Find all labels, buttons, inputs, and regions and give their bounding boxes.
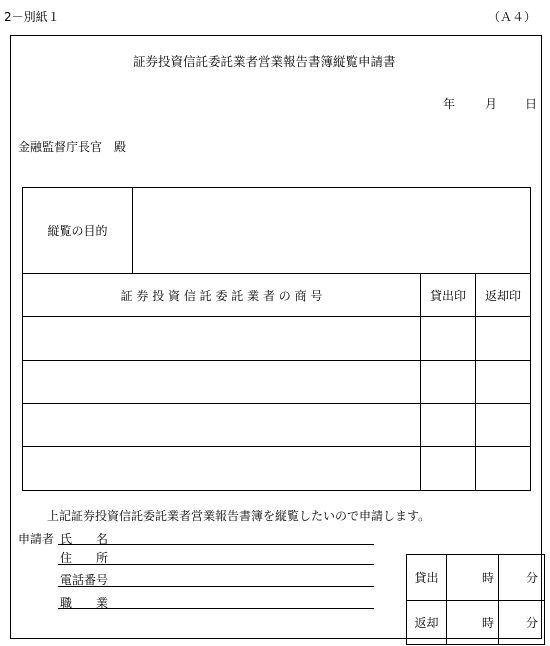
return-time-row [407,601,545,645]
return-hour[interactable]: 時 [447,601,499,645]
date-month: 月 [485,97,498,111]
document-id: 2－別紙１ [4,10,60,24]
lend-time-row [407,555,545,601]
addressee: 金融監督庁長官 殿 [18,140,127,154]
company-name-header: 証 券 投 資 信 託 委 託 業 者 の 商 号 [23,274,421,317]
lend-hour[interactable]: 時 [447,555,499,601]
table-row [23,361,531,404]
phone-underline[interactable] [58,586,374,587]
return-stamp-cell[interactable] [476,447,531,491]
phone-label: 電話番号 [60,573,109,587]
return-stamp-cell[interactable] [476,317,531,361]
table-row [23,447,531,491]
return-stamp-cell[interactable] [476,404,531,447]
lend-minute[interactable]: 分 [499,555,545,601]
occupation-underline[interactable] [58,608,374,609]
return-stamp-header: 返却印 [476,274,531,317]
lend-stamp-cell[interactable] [421,404,476,447]
lend-stamp-cell[interactable] [421,317,476,361]
company-name-cell[interactable] [23,317,421,361]
paper-size-label: （Ａ４） [488,10,537,24]
purpose-label: 縦覧の目的 [23,188,133,274]
address-label: 住 所 [60,551,109,565]
form-title: 証券投資信託委託業者営業報告書簿縦覧申請書 [133,54,396,69]
date-year: 年 [443,97,456,111]
purpose-row [23,188,531,274]
lend-stamp-cell[interactable] [421,447,476,491]
table-row [23,404,531,447]
company-name-cell[interactable] [23,447,421,491]
lend-stamp-cell[interactable] [421,361,476,404]
lend-label: 貸出 [407,555,447,601]
lend-stamp-header: 貸出印 [421,274,476,317]
name-underline[interactable] [58,544,374,545]
date-day: 日 [525,97,538,111]
table-header-row [23,274,531,317]
address-underline[interactable] [58,564,374,565]
return-minute[interactable]: 分 [499,601,545,645]
applicant-heading: 申請者 [18,532,55,546]
table-row [23,317,531,361]
return-stamp-cell[interactable] [476,361,531,404]
return-label: 返却 [407,601,447,645]
application-table [22,187,531,491]
purpose-field[interactable] [133,188,531,274]
declaration-text: 上記証券投資信託委託業者営業報告書簿を縦覧したいので申請します。 [47,509,431,523]
occupation-label: 職 業 [60,596,109,610]
lending-time-table [406,554,545,645]
company-name-cell[interactable] [23,361,421,404]
company-name-cell[interactable] [23,404,421,447]
name-label: 氏 名 [60,532,109,546]
